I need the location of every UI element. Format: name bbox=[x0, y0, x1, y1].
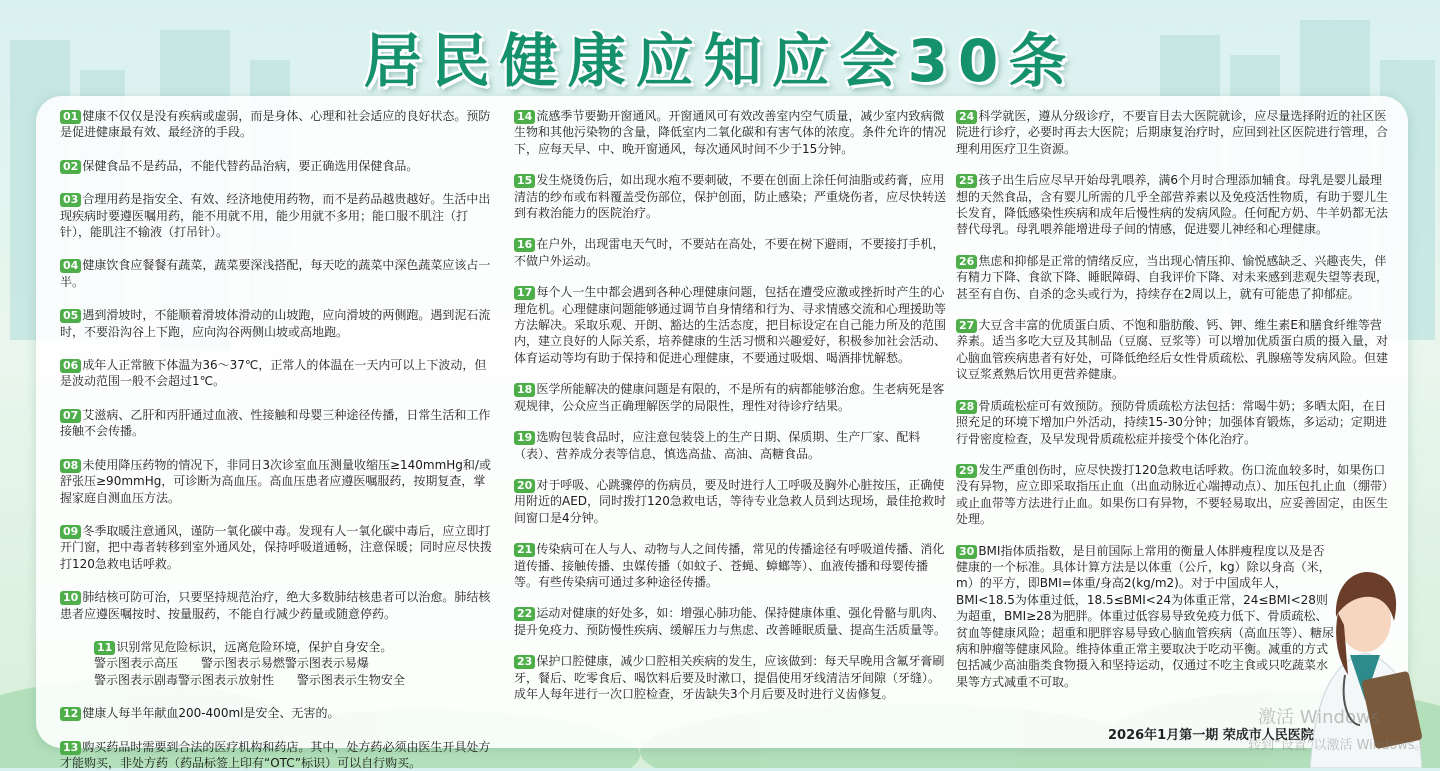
item-number-badge: 30 bbox=[956, 545, 977, 559]
list-item: 13 购买药品时需要到合法的医疗机构和药店。其中，处方药必须由医生开具处方才能购买，非处方药（药品标签上印有“OTC”标识）可以自行购买。 bbox=[60, 739, 491, 770]
item-number-badge: 25 bbox=[956, 174, 977, 188]
item-number-badge: 28 bbox=[956, 400, 977, 414]
item-number-badge: 26 bbox=[956, 255, 977, 269]
item-number-badge: 29 bbox=[956, 464, 977, 478]
sign-row: 警示图表示高压 警示图表示易燃警示图表示易爆 bbox=[94, 656, 369, 671]
item-number-badge: 16 bbox=[514, 238, 535, 252]
item-number-badge: 01 bbox=[60, 110, 81, 124]
list-item: 23 保护口腔健康，减少口腔相关疾病的发生，应该做到：每天早晚用含氟牙膏刷牙，餐后、吃零食后、喝饮料后要及时漱口，提倡使用牙线清洁牙间隙（牙缝）。成年人每年进行一次口腔检查，牙齿缺失3个月后要及时进行义齿修复。 bbox=[514, 654, 945, 701]
page-title: 居民健康应知应会30条 bbox=[363, 27, 1077, 95]
list-item: 24 科学就医，遵从分级诊疗，不要盲目去大医院就诊，应尽量选择附近的社区医院进行诊疗，必要时再去大医院；后期康复治疗时，应回到社区医院进行管理，合理利用医疗卫生资源。 bbox=[956, 109, 1389, 156]
list-item: 20 对于呼吸、心跳骤停的伤病员，要及时进行人工呼吸及胸外心脏按压，正确使用附近的AED，同时拨打120急救电话，等待专业急救人员到达现场，最佳抢救时间窗口是4分钟。 bbox=[514, 477, 946, 525]
item-number-badge: 23 bbox=[514, 655, 535, 669]
item-number-badge: 10 bbox=[60, 591, 81, 605]
item-number-badge: 04 bbox=[60, 259, 81, 273]
item-number-badge: 03 bbox=[60, 193, 81, 207]
list-item: 07 艾滋病、乙肝和丙肝通过血液、性接触和母婴三种途径传播，日常生活和工作接触不会传播。 bbox=[60, 407, 491, 439]
list-item: 06 成年人正常腋下体温为36～37℃，正常人的体温在一天内可以上下波动，但是波动范围一般不会超过1℃。 bbox=[60, 358, 487, 389]
item-number-badge: 14 bbox=[514, 110, 535, 124]
list-item: 29 发生严重创伤时，应尽快拨打120急救电话呼救。伤口流血较多时，如果伤口没有异物，应立即采取指压止血（出血动脉近心端搏动点）、加压包扎止血（绷带）或止血带等方法进行止血。如果伤口有异物，不要轻易取出，应妥善固定，由医生处理。 bbox=[956, 462, 1389, 527]
item-number-badge: 11 bbox=[94, 641, 115, 655]
item-number-badge: 13 bbox=[60, 741, 81, 755]
list-item: 03 合理用药是指安全、有效、经济地使用药物，而不是药品越贵越好。生活中出现疾病时要遵医嘱用药，能不用就不用，能少用就不多用；能口服不肌注（打针），能肌注不输液（打吊针）。 bbox=[60, 192, 491, 240]
list-item: 22 运动对健康的好处多，如：增强心肺功能、保持健康体重、强化骨骼与肌肉、提升免疫力、预防慢性疾病、缓解压力与焦虑、改善睡眠质量、提高生活质量等。 bbox=[514, 606, 947, 637]
item-number-badge: 15 bbox=[514, 174, 535, 188]
list-item: 01 健康不仅仅是没有疾病或虚弱，而是身体、心理和社会适应的良好状态。预防是促进健康最有效、最经济的手段。 bbox=[60, 109, 491, 140]
activation-watermark-hint: 转到“设置”以激活 Windows。 bbox=[1248, 738, 1428, 753]
column-1 bbox=[60, 108, 492, 771]
list-item: 25 孩子出生后应尽早开始母乳喂养，满6个月时合理添加辅食。母乳是婴儿最理想的天然食品，含有婴儿所需的几乎全部营养素以及免疫活性物质，有助于婴儿生长发育，降低感染性疾病和成年后慢性病的发病风险。任何配方奶、牛羊奶都无法替代母乳。母乳喂养能增进母子间的情感，促进婴儿神经和心理健康。 bbox=[956, 173, 1389, 237]
list-item: 26 焦虑和抑郁是正常的情绪反应，当出现心情压抑、愉悦感缺乏、兴趣丧失，伴有精力下降、食欲下降、睡眠障碍、自我评价下降、对未来感到悲观失望等表现，甚至有自伤、自杀的念头或行为，持续存在2周以上，就有可能患了抑郁症。 bbox=[956, 253, 1389, 301]
item-number-badge: 06 bbox=[60, 359, 81, 373]
list-item: 19 选购包装食品时，应注意包装袋上的生产日期、保质期、生产厂家、配料（表）、营养成分表等信息，慎选高盐、高油、高糖食品。 bbox=[514, 430, 921, 461]
sign-row: 警示图表示剧毒警示图表示放射性 警示图表示生物安全 bbox=[94, 672, 405, 687]
item-number-badge: 27 bbox=[956, 319, 977, 333]
list-item: 21 传染病可在人与人、动物与人之间传播，常见的传播途径有呼吸道传播、消化道传播、接触传播、虫媒传播（如蚊子、苍蝇、蟑螂等）、血液传播和母婴传播等。有些传染病可通过多种途径传播。 bbox=[514, 542, 945, 589]
item-number-badge: 22 bbox=[514, 607, 535, 621]
item-number-badge: 20 bbox=[514, 479, 535, 493]
item-number-badge: 12 bbox=[60, 707, 81, 721]
item-number-badge: 21 bbox=[514, 543, 535, 557]
item-number-badge: 17 bbox=[514, 286, 535, 300]
list-item: 05 遇到滑坡时，不能顺着滑坡体滑动的山坡跑，应向滑坡的两侧跑。遇到泥石流时，不要沿沟谷上下跑，应向沟谷两侧山坡或高地跑。 bbox=[60, 308, 491, 339]
item-number-badge: 09 bbox=[60, 525, 81, 539]
item-number-badge: 18 bbox=[514, 383, 535, 397]
list-item: 27 大豆含丰富的优质蛋白质、不饱和脂肪酸、钙、钾、维生素E和膳食纤维等营养素。适当多吃大豆及其制品（豆腐、豆浆等）可以增加优质蛋白质的摄入量，对心脑血管疾病患者有好处，可降低绝经后女性骨质疏松、乳腺癌等发病风险。但建议豆浆煮熟后饮用更营养健康。 bbox=[956, 318, 1389, 382]
item-number-badge: 19 bbox=[514, 431, 535, 445]
list-item: 14 流感季节要勤开窗通风。开窗通风可有效改善室内空气质量，减少室内致病微生物和其他污染物的含量，降低室内二氧化碳和有害气体的浓度。条件允许的情况下，应每天早、中、晚开窗通风，每次通风时间不少于15分钟。 bbox=[514, 109, 947, 156]
item-number-badge: 07 bbox=[60, 409, 81, 423]
item-number-badge: 02 bbox=[60, 160, 81, 174]
list-item: 30 BMI指体质指数，是目前国际上常用的衡量人体胖瘦程度以及是否健康的一个标准。具体计算方法是以体重（公斤，kg）除以身高（米，m）的平方，即BMI=体重/身高2(kg/m2)。对于中国成年人，BMI<18.5为体重过低，18.5≤BMI<24为体重正常，24≤BMI<28则为超重，BMI≥28为肥胖。体重过低容易导致免疫力低下、骨质疏松、贫血等健康风险；超重和肥胖容易导致心脑血管疾病（高血压等）、糖尿病和肿瘤等健康风险。维持体重正常主要取决于吃动平衡。减重的方式包括减少高油脂类食物摄入和坚持运动，仅通过不吃主食或只吃蔬菜水果等方式减重不可取。 bbox=[956, 543, 1335, 689]
item-number-badge: 05 bbox=[60, 309, 81, 323]
list-item: 08 未使用降压药物的情况下，非同日3次诊室血压测量收缩压≥140mmHg和/或舒张压≥90mmHg，可诊断为高血压。高血压患者应遵医嘱服药，按期复查，掌握家庭自测血压方法。 bbox=[60, 457, 491, 505]
footer-issue: 2026年1月第一期 荣成市人民医院 bbox=[1108, 728, 1314, 743]
column-2 bbox=[514, 108, 946, 702]
activation-watermark: 激活 Windows bbox=[1258, 707, 1381, 728]
list-item: 12 健康人每半年献血200-400ml是安全、无害的。 bbox=[60, 705, 492, 721]
list-item: 10 肺结核可防可治，只要坚持规范治疗，绝大多数肺结核患者可以治愈。肺结核患者应遵医嘱按时、按量服药，不能自行减少药量或随意停药。 bbox=[60, 590, 491, 621]
list-item: 02 保健食品不是药品，不能代替药品治病，要正确选用保健食品。 bbox=[60, 158, 492, 174]
list-item: 17 每个人一生中都会遇到各种心理健康问题，包括在遭受应激或挫折时产生的心理危机。心理健康问题能够通过调节自身情绪和行为、寻求情感交流和心理援助等方法解决。采取乐观、开朗、豁达的生活态度，把目标设定在自己能力所及的范围内，建立良好的人际关系，培养健康的生活习惯和兴趣爱好，积极参加社会活动、体育运动等均有助于保持和促进心理健康，不要通过吸烟、喝酒排忧解愁。 bbox=[514, 285, 947, 365]
item-number-badge: 24 bbox=[956, 110, 977, 124]
list-item: 15 发生烧烫伤后，如出现水疱不要刺破，不要在创面上涂任何油脂或药膏，应用清洁的纱布或布料覆盖受伤部位，保护创面，防止感染；严重烧伤者，应尽快转送到有救治能力的医院治疗。 bbox=[514, 173, 947, 221]
list-item: 11 识别常见危险标识，远离危险环境，保护自身安全。 警示图表示高压 警示图表示易燃警示图表示易爆 警示图表示剧毒警示图表示放射性 警示图表示生物安全 bbox=[60, 639, 492, 688]
list-item: 16 在户外，出现雷电天气时，不要站在高处，不要在树下避雨，不要接打手机，不做户外运动。 bbox=[514, 237, 945, 268]
item-number-badge: 08 bbox=[60, 459, 81, 473]
list-item: 18 医学所能解决的健康问题是有限的，不是所有的病都能够治愈。生老病死是客观规律，公众应当正确理解医学的局限性，理性对待诊疗结果。 bbox=[514, 382, 945, 413]
list-item: 09 冬季取暖注意通风，谨防一氧化碳中毒。发现有人一氧化碳中毒后，应立即打开门窗，把中毒者转移到室外通风处，保持呼吸道通畅，注意保暖；同时应尽快拨打120急救电话呼救。 bbox=[60, 523, 493, 571]
list-item: 04 健康饮食应餐餐有蔬菜，蔬菜要深浅搭配，每天吃的蔬菜中深色蔬菜应该占一半。 bbox=[60, 258, 491, 289]
list-item: 28 骨质疏松症可有效预防。预防骨质疏松方法包括：常喝牛奶；多晒太阳，在日照充足的环境下增加户外活动，持续15-30分钟；加强体育锻炼，多运动；定期进行骨密度检查，及早发现骨质疏松症并接受个体化治疗。 bbox=[956, 398, 1387, 446]
